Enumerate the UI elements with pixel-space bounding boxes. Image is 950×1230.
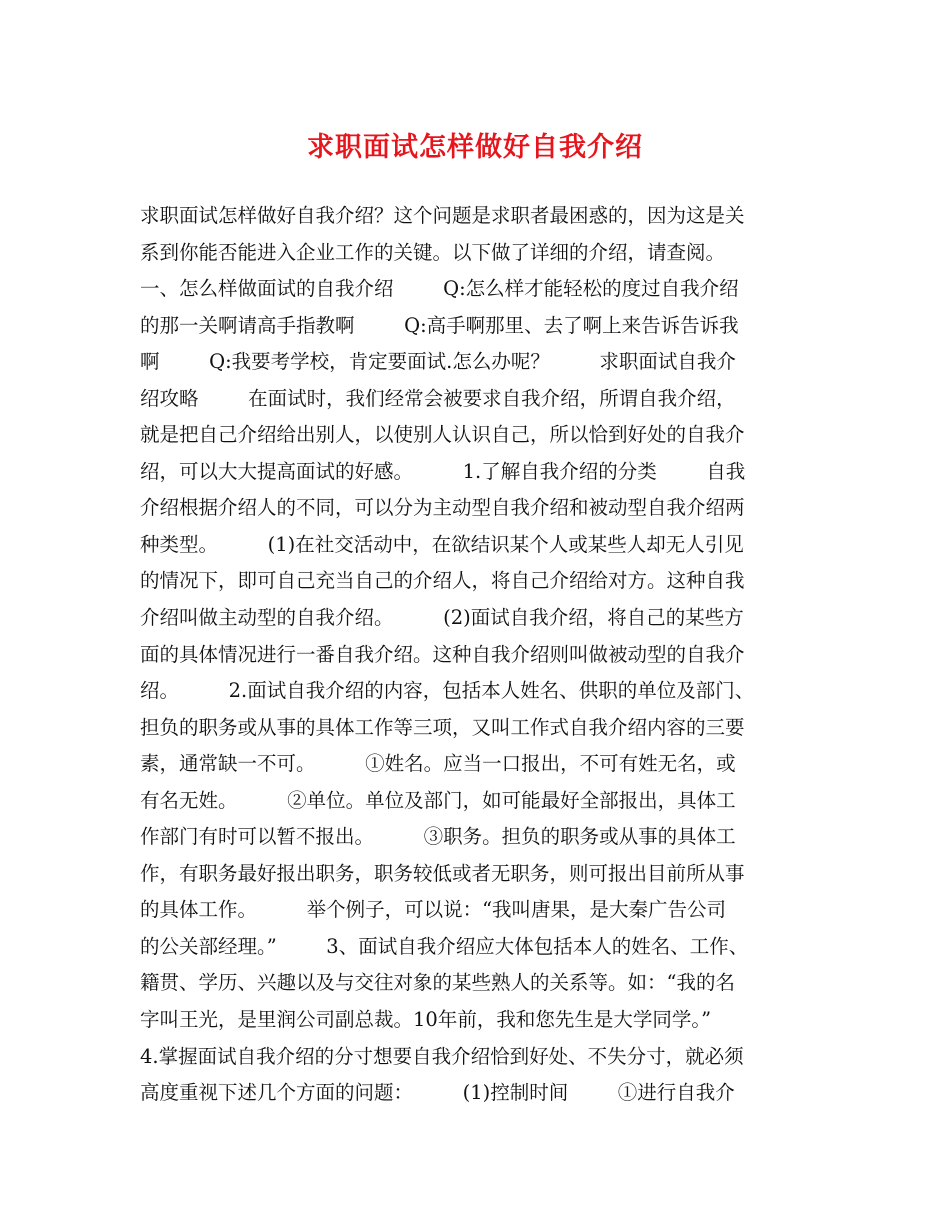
paragraph-line: 绍攻略 在面试时，我们经常会被要求自我介绍，所谓自我介绍， — [140, 386, 736, 410]
paragraph-line: 的公关部经理。” 3、面试自我介绍应大体包括本人的姓名、工作、 — [140, 934, 749, 958]
paragraph-line: 作，有职务最好报出职务，职务较低或者无职务，则可报出目前所从事 — [140, 861, 745, 885]
paragraph-line: 介绍叫做主动型的自我介绍。 (2)面试自我介绍，将自己的某些方 — [140, 606, 744, 630]
paragraph-line: 啊 Q:我要考学校，肯定要面试.怎么办呢？ 求职面试自我介 — [140, 350, 736, 374]
paragraph-line: 素，通常缺一不可。 ①姓名。应当一口报出，不可有姓无名，或 — [140, 752, 736, 776]
paragraph-line: 绍，可以大大提高面试的好感。 1.了解自我介绍的分类 自我 — [140, 459, 746, 483]
paragraph-line: 4.掌握面试自我介绍的分寸想要自我介绍恰到好处、不失分寸，就必须 — [140, 1044, 744, 1068]
paragraph-line: 绍。 2.面试自我介绍的内容，包括本人姓名、供职的单位及部门、 — [140, 679, 755, 703]
paragraph-line: 求职面试怎样做好自我介绍？这个问题是求职者最困惑的，因为这是关 — [140, 204, 745, 227]
paragraph-line: 作部门有时可以暂不报出。 ③职务。担负的职务或从事的具体工 — [140, 825, 736, 849]
paragraph-line: 就是把自己介绍给出别人，以使别人认识自己，所以恰到好处的自我介 — [140, 423, 745, 447]
paragraph-line: 系到你能否能进入企业工作的关键。以下做了详细的介绍，请查阅。 — [140, 240, 726, 264]
document-body — [140, 198, 820, 1112]
paragraph-line: 的情况下，即可自己充当自己的介绍人，将自己介绍给对方。这种自我 — [140, 569, 745, 593]
paragraph-line: 有名无姓。 ②单位。单位及部门，如可能最好全部报出，具体工 — [140, 788, 736, 812]
paragraph-line: 籍贯、学历、兴趣以及与交往对象的某些熟人的关系等。如：“我的名 — [140, 971, 735, 995]
paragraph-line: 介绍根据介绍人的不同，可以分为主动型自我介绍和被动型自我介绍两 — [140, 496, 745, 520]
paragraph-line: 面的具体情况进行一番自我介绍。这种自我介绍则叫做被动型的自我介 — [140, 642, 745, 666]
paragraph-line: 的那一关啊请高手指教啊 Q:高手啊那里、去了啊上来告诉告诉我 — [140, 313, 739, 337]
paragraph-line: 字叫王光，是里润公司副总裁。10年前，我和您先生是大学同学。” — [140, 1008, 712, 1032]
paragraph-line: 担负的职务或从事的具体工作等三项，又叫工作式自我介绍内容的三要 — [140, 715, 745, 739]
paragraph-line: 种类型。 (1)在社交活动中，在欲结识某个人或某些人却无人引见 — [140, 532, 744, 556]
paragraph-line: 高度重视下述几个方面的问题： (1)控制时间 ①进行自我介 — [140, 1081, 735, 1105]
paragraph-line: 的具体工作。 举个例子，可以说：“我叫唐果，是大秦广告公司 — [140, 898, 727, 922]
document-title: 求职面试怎样做好自我介绍 — [307, 132, 643, 163]
paragraph-line: 一、怎么样做面试的自我介绍 Q:怎么样才能轻松的度过自我介绍 — [140, 277, 739, 301]
